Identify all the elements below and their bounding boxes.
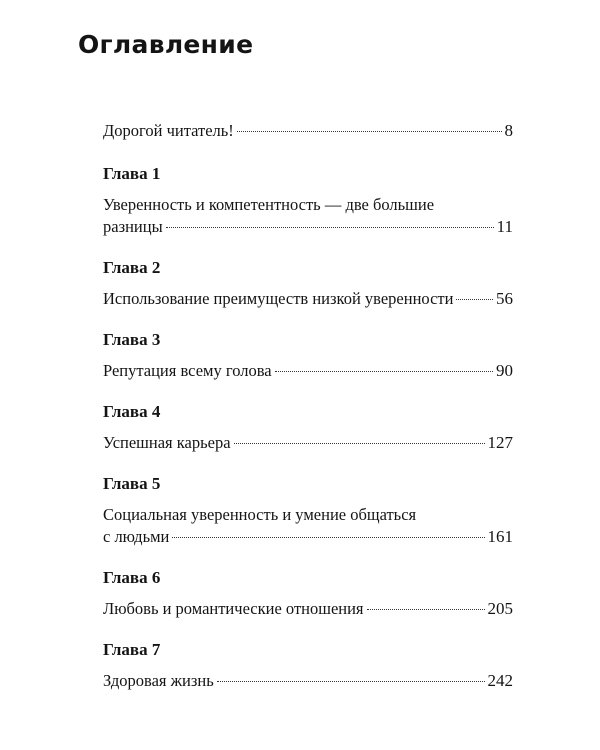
toc-entry[interactable] — [103, 598, 513, 620]
table-of-contents — [103, 120, 513, 711]
dot-leader — [237, 131, 502, 132]
toc-chapter-7 — [103, 639, 513, 692]
toc-entry-label: Репутация всему голова — [103, 361, 272, 380]
toc-entry[interactable] — [103, 360, 513, 382]
toc-page-number: 205 — [487, 599, 513, 618]
toc-page-number: 161 — [487, 527, 513, 546]
chapter-heading: Глава 1 — [103, 164, 161, 183]
toc-entry-intro[interactable] — [103, 120, 513, 142]
toc-page-number: 11 — [496, 217, 513, 236]
chapter-heading: Глава 4 — [103, 402, 161, 421]
chapter-heading: Глава 3 — [103, 330, 161, 349]
toc-entry-label-line1: Социальная уверенность и умение общаться — [103, 505, 417, 524]
toc-chapter-2 — [103, 257, 513, 310]
dot-leader — [217, 681, 485, 682]
toc-entry[interactable] — [103, 670, 513, 692]
toc-page-number: 127 — [487, 433, 513, 452]
chapter-heading: Глава 5 — [103, 474, 161, 493]
toc-chapter-6 — [103, 567, 513, 620]
page-title: Оглавление — [78, 30, 254, 59]
toc-entry-label: Любовь и романтические отношения — [103, 599, 364, 618]
toc-page-number: 56 — [496, 289, 513, 308]
toc-chapter-4 — [103, 401, 513, 454]
toc-entry[interactable] — [103, 216, 513, 238]
toc-entry[interactable] — [103, 432, 513, 454]
toc-entry[interactable] — [103, 288, 513, 310]
dot-leader — [234, 443, 485, 444]
dot-leader — [367, 609, 485, 610]
toc-entry-label: Здоровая жизнь — [103, 671, 214, 690]
toc-chapter-3 — [103, 329, 513, 382]
chapter-heading: Глава 2 — [103, 258, 161, 277]
toc-page-number: 8 — [504, 121, 513, 140]
dot-leader — [166, 227, 494, 228]
toc-entry-label: с людьми — [103, 527, 170, 546]
toc-chapter-1 — [103, 163, 513, 238]
toc-entry[interactable] — [103, 526, 513, 548]
toc-entry-label: разницы — [103, 217, 163, 236]
chapter-heading: Глава 6 — [103, 568, 161, 587]
toc-page-number: 90 — [496, 361, 513, 380]
dot-leader — [172, 537, 484, 538]
dot-leader — [275, 371, 493, 372]
toc-entry-label: Дорогой читатель! — [103, 121, 234, 140]
toc-chapter-5 — [103, 473, 513, 548]
toc-entry-label: Успешная карьера — [103, 433, 231, 452]
chapter-heading: Глава 7 — [103, 640, 161, 659]
dot-leader — [456, 299, 493, 300]
toc-page-number: 242 — [487, 671, 513, 690]
toc-entry-label: Использование преимуществ низкой уверенности — [103, 289, 454, 308]
toc-entry-label-line1: Уверенность и компетентность — две большие — [103, 195, 435, 214]
